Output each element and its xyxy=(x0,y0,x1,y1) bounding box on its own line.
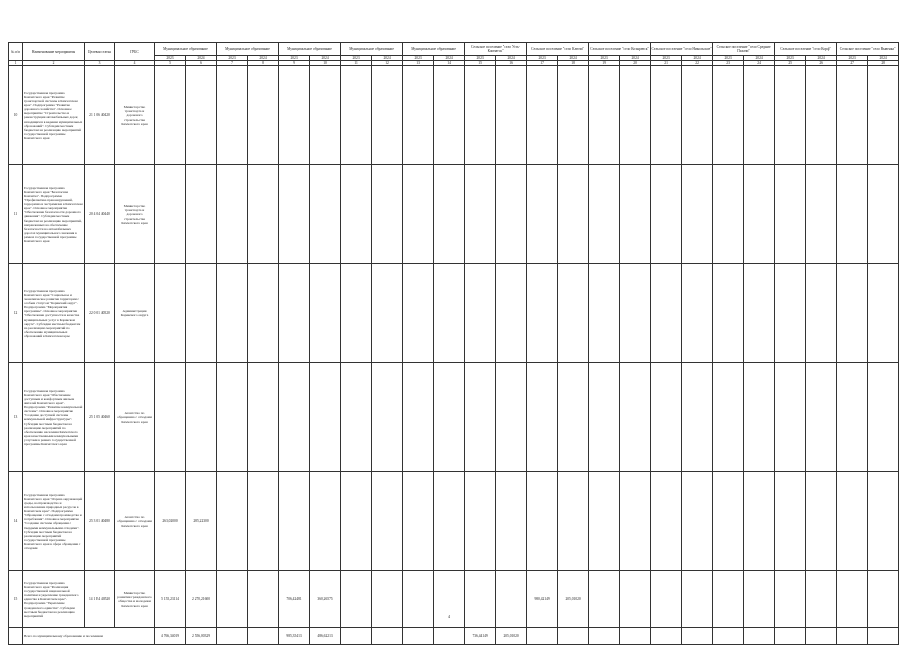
row-value xyxy=(868,472,899,571)
row-code: 21 1 06 40420 xyxy=(85,66,115,165)
year-cell: 2023 xyxy=(403,56,434,61)
total-value: 205,01020 xyxy=(496,628,527,645)
total-value xyxy=(744,628,775,645)
total-value xyxy=(775,628,806,645)
total-value xyxy=(589,628,620,645)
row-value: 263,02000 xyxy=(155,472,186,571)
year-cell: 2023 xyxy=(651,56,682,61)
row-value xyxy=(403,264,434,363)
year-cell: 2024 xyxy=(248,56,279,61)
row-value xyxy=(620,363,651,472)
table-row xyxy=(9,66,899,165)
row-value xyxy=(310,264,341,363)
col-number: 17 xyxy=(527,61,558,66)
row-value xyxy=(744,363,775,472)
budget-table xyxy=(8,42,899,645)
row-value xyxy=(279,66,310,165)
row-value xyxy=(527,472,558,571)
row-value xyxy=(341,472,372,571)
page-number: 4 xyxy=(448,614,450,619)
col-number: 11 xyxy=(341,61,372,66)
row-value xyxy=(465,264,496,363)
row-value xyxy=(372,571,403,628)
row-number: 14 xyxy=(9,472,23,571)
total-value: 486,62213 xyxy=(310,628,341,645)
year-cell: 2023 xyxy=(589,56,620,61)
row-value xyxy=(434,264,465,363)
row-value: 360,26575 xyxy=(310,571,341,628)
row-value xyxy=(310,472,341,571)
row-value xyxy=(868,363,899,472)
row-code: 14 1 Е4 40520 xyxy=(85,571,115,628)
col-number: 7 xyxy=(217,61,248,66)
header-grbs: ГРБС xyxy=(115,43,155,61)
row-number: 12 xyxy=(9,264,23,363)
header-sp-7: Сельское поселение "село Вывенка" xyxy=(837,43,899,56)
row-value xyxy=(403,66,434,165)
total-value xyxy=(527,628,558,645)
row-value xyxy=(341,363,372,472)
row-value xyxy=(217,264,248,363)
col-number: 26 xyxy=(806,61,837,66)
table-row xyxy=(9,264,899,363)
row-value xyxy=(186,165,217,264)
total-row xyxy=(9,628,899,645)
row-value xyxy=(775,472,806,571)
row-value xyxy=(248,264,279,363)
row-value xyxy=(558,264,589,363)
col-number: 16 xyxy=(496,61,527,66)
row-value xyxy=(775,264,806,363)
row-value xyxy=(589,264,620,363)
row-value xyxy=(868,165,899,264)
row-value xyxy=(620,66,651,165)
total-value xyxy=(651,628,682,645)
year-cell: 2023 xyxy=(217,56,248,61)
col-number: 27 xyxy=(837,61,868,66)
row-value xyxy=(279,264,310,363)
col-number: 22 xyxy=(682,61,713,66)
row-responsible: Министерство транспорта и дорожного строительства Камчатского края xyxy=(115,165,155,264)
row-code: 20 4 04 40440 xyxy=(85,165,115,264)
row-value xyxy=(496,165,527,264)
header-name: Наименование мероприятия xyxy=(23,43,85,61)
row-value xyxy=(434,165,465,264)
col-number: 21 xyxy=(651,61,682,66)
row-value xyxy=(434,363,465,472)
header-sp-5: Сельское поселение "село Средние Пахачи" xyxy=(713,43,775,56)
total-value: 2 556,00329 xyxy=(186,628,217,645)
header-code: Целевая статья xyxy=(85,43,115,61)
row-value: 205,01020 xyxy=(558,571,589,628)
row-value xyxy=(620,264,651,363)
row-value xyxy=(837,66,868,165)
row-value xyxy=(496,363,527,472)
col-number: 10 xyxy=(310,61,341,66)
col-number: 19 xyxy=(589,61,620,66)
table-row xyxy=(9,472,899,571)
row-value: 285,22300 xyxy=(186,472,217,571)
row-value xyxy=(589,363,620,472)
year-cell: 2024 xyxy=(868,56,899,61)
row-value xyxy=(372,264,403,363)
row-code: 22 0 01 40520 xyxy=(85,264,115,363)
total-value xyxy=(558,628,589,645)
row-value xyxy=(868,571,899,628)
total-value: 985,35413 xyxy=(279,628,310,645)
row-value xyxy=(837,165,868,264)
row-value xyxy=(744,264,775,363)
row-value xyxy=(465,571,496,628)
col-number: 5 xyxy=(155,61,186,66)
row-value xyxy=(651,571,682,628)
row-value xyxy=(279,165,310,264)
col-number: 28 xyxy=(868,61,899,66)
header-sp-3: Сельское поселение "село Козыревск" xyxy=(589,43,651,56)
year-cell: 2024 xyxy=(434,56,465,61)
row-number: 13 xyxy=(9,363,23,472)
row-value xyxy=(837,363,868,472)
row-value xyxy=(434,66,465,165)
year-cell: 2023 xyxy=(775,56,806,61)
header-num: № п/п xyxy=(9,43,23,61)
row-value xyxy=(682,363,713,472)
row-value xyxy=(651,472,682,571)
row-value xyxy=(744,571,775,628)
row-value xyxy=(217,165,248,264)
row-value xyxy=(496,264,527,363)
row-name: Государственная программа Камчатского края "Развитие транспортной системы в Камчатском крае". Подпрограмма "Развитие дорожного хозяйства". Основное мероприятие "Строительство и реконструкция автомобильных дорог, находящихся в ведении муниципальных образований". Субсидии местным бюджетам на реализацию мероприятий государственной программы Камчатского края xyxy=(23,66,85,165)
col-number: 9 xyxy=(279,61,310,66)
row-value xyxy=(806,472,837,571)
year-cell: 2024 xyxy=(558,56,589,61)
row-value xyxy=(682,165,713,264)
row-value xyxy=(775,363,806,472)
row-value xyxy=(341,66,372,165)
col-number: 23 xyxy=(713,61,744,66)
row-code: 25 3 01 40480 xyxy=(85,472,115,571)
total-value xyxy=(403,628,434,645)
row-value xyxy=(310,363,341,472)
year-cell: 2023 xyxy=(341,56,372,61)
row-value xyxy=(372,363,403,472)
total-value xyxy=(341,628,372,645)
row-value xyxy=(713,363,744,472)
row-value xyxy=(465,472,496,571)
row-value xyxy=(465,66,496,165)
header-sp-4: Сельское поселение "село Никольское" xyxy=(651,43,713,56)
row-value: 5 155,23114 xyxy=(155,571,186,628)
row-value xyxy=(651,66,682,165)
col-number: 2 xyxy=(23,61,85,66)
year-cell: 2024 xyxy=(806,56,837,61)
row-responsible: Министерство транспорта и дорожного строительства Камчатского края xyxy=(115,66,155,165)
col-number: 12 xyxy=(372,61,403,66)
row-value xyxy=(217,571,248,628)
row-value xyxy=(279,472,310,571)
row-value xyxy=(465,363,496,472)
row-value xyxy=(310,165,341,264)
row-responsible: Агентство по обращению с отходами Камчатского края xyxy=(115,363,155,472)
col-number: 13 xyxy=(403,61,434,66)
row-value xyxy=(806,571,837,628)
year-cell: 2023 xyxy=(465,56,496,61)
row-name: Государственная программа Камчатского края "Охрана окружающей среды, воспроизводство и использование природных ресурсов в Камчатском крае". Подпрограмма "Обращение с отходами производства и потребления". Основное мероприятие "Создание системы обращения с твердыми коммунальными отходами". Субсидии местным бюджетам на реализацию мероприятий государственной программы Камчатского края в сфере обращения с отходами xyxy=(23,472,85,571)
row-value xyxy=(868,264,899,363)
table-row xyxy=(9,571,899,628)
header-mo-4: Муниципальное образование xyxy=(341,43,403,56)
col-number: 18 xyxy=(558,61,589,66)
row-value xyxy=(496,472,527,571)
row-value xyxy=(651,165,682,264)
row-value xyxy=(186,264,217,363)
total-value xyxy=(248,628,279,645)
row-value xyxy=(558,363,589,472)
col-number: 6 xyxy=(186,61,217,66)
table-row xyxy=(9,363,899,472)
year-cell: 2024 xyxy=(496,56,527,61)
row-value xyxy=(589,66,620,165)
total-value xyxy=(682,628,713,645)
row-value xyxy=(682,571,713,628)
row-value xyxy=(217,363,248,472)
row-value xyxy=(310,66,341,165)
header-sp-2: Сельское поселение "село Ключи" xyxy=(527,43,589,56)
col-number: 3 xyxy=(85,61,115,66)
year-cell: 2023 xyxy=(279,56,310,61)
row-value xyxy=(558,66,589,165)
row-value xyxy=(341,264,372,363)
row-value xyxy=(620,472,651,571)
row-value xyxy=(155,66,186,165)
row-value xyxy=(248,66,279,165)
row-value xyxy=(651,363,682,472)
row-value xyxy=(372,165,403,264)
total-value xyxy=(837,628,868,645)
row-name: Государственная программа Камчатского края "Обеспечение доступным и комфортным жильем жителей Камчатского края". Подпрограмма "Развитие коммунальной системы". Основное мероприятие "Создание доступной системы коммунальной инфраструктуры". Субсидии местным бюджетам на реализацию мероприятий по обеспечению населения Камчатского края качественными коммунальными услугами в рамках государственной программы Камчатского края xyxy=(23,363,85,472)
header-row xyxy=(9,43,899,56)
row-value xyxy=(713,472,744,571)
row-value xyxy=(527,363,558,472)
row-value xyxy=(713,571,744,628)
header-sp-6: Сельское поселение "село Корф" xyxy=(775,43,837,56)
year-cell: 2023 xyxy=(527,56,558,61)
row-value xyxy=(775,66,806,165)
total-value: 4 766,34019 xyxy=(155,628,186,645)
row-value xyxy=(806,165,837,264)
row-value xyxy=(248,571,279,628)
row-value xyxy=(558,472,589,571)
budget-table-sheet xyxy=(8,42,896,645)
row-value xyxy=(806,363,837,472)
row-value xyxy=(775,571,806,628)
row-value xyxy=(496,571,527,628)
row-value xyxy=(186,66,217,165)
row-name: Государственная программа Камчатского края "Реализация государственной национальной политики и укрепление гражданского единства в Камчатском крае". Подпрограмма "Укрепление гражданского единства". Субсидии местным бюджетам на реализацию мероприятий xyxy=(23,571,85,628)
row-value xyxy=(589,165,620,264)
row-value xyxy=(744,165,775,264)
row-name: Государственная программа Камчатского края "Безопасная Камчатка". Подпрограмма "Профилактика правонарушений, терроризма и экстремизма в Камчатском крае". Основное мероприятие "Обеспечение безопасности дорожного движения". Субсидии местным бюджетам на реализацию мероприятий, направленных на обеспечение безопасности на автомобильных дорогах муниципального значения в рамках государственной программы Камчатского края xyxy=(23,165,85,264)
row-value xyxy=(744,472,775,571)
row-value xyxy=(465,165,496,264)
row-value xyxy=(651,264,682,363)
row-value: 980,42149 xyxy=(527,571,558,628)
row-value xyxy=(527,66,558,165)
year-cell: 2024 xyxy=(620,56,651,61)
table-row xyxy=(9,165,899,264)
row-number: 15 xyxy=(9,571,23,628)
header-mo-1: Муниципальное образование xyxy=(155,43,217,56)
total-num xyxy=(9,628,23,645)
row-responsible: Агентство по обращению с отходами Камчатского края xyxy=(115,472,155,571)
row-value xyxy=(558,165,589,264)
year-cell: 2024 xyxy=(186,56,217,61)
row-value xyxy=(806,66,837,165)
row-value: 2 270,21600 xyxy=(186,571,217,628)
row-value xyxy=(682,264,713,363)
year-cell: 2023 xyxy=(713,56,744,61)
year-cell: 2024 xyxy=(310,56,341,61)
row-value xyxy=(589,472,620,571)
row-responsible: Администрация Корякского округа xyxy=(115,264,155,363)
row-value xyxy=(775,165,806,264)
row-value xyxy=(341,571,372,628)
total-value: 736,44149 xyxy=(465,628,496,645)
row-name: Государственная программа Камчатского края "Социальное и экономическое развитие территории с особым статусом "Корякский округ". Подпрограмма "Мероприятия программы". Основное мероприятие "Обеспечение доступности и качества муниципальных услуг в Корякском округе". Субсидии местным бюджетам на реализацию мероприятий по обеспечению муниципальных образований в Камчатском крае xyxy=(23,264,85,363)
row-value xyxy=(155,165,186,264)
row-value xyxy=(527,165,558,264)
row-value xyxy=(682,66,713,165)
col-number: 8 xyxy=(248,61,279,66)
header-sp-1: Сельское поселение "село Усть-Камчатск" xyxy=(465,43,527,56)
total-value xyxy=(372,628,403,645)
col-number: 15 xyxy=(465,61,496,66)
row-value xyxy=(527,264,558,363)
row-value xyxy=(620,571,651,628)
row-value xyxy=(589,571,620,628)
col-number: 1 xyxy=(9,61,23,66)
header-mo-2: Муниципальное образование xyxy=(217,43,279,56)
row-value xyxy=(837,264,868,363)
row-code: 25 1 05 40460 xyxy=(85,363,115,472)
total-value xyxy=(217,628,248,645)
row-value xyxy=(186,363,217,472)
total-value xyxy=(620,628,651,645)
row-value xyxy=(682,472,713,571)
row-value xyxy=(434,571,465,628)
row-value xyxy=(155,264,186,363)
row-value xyxy=(837,472,868,571)
row-value xyxy=(341,165,372,264)
row-value xyxy=(403,571,434,628)
row-value xyxy=(217,66,248,165)
col-number: 4 xyxy=(115,61,155,66)
row-value xyxy=(372,472,403,571)
total-value xyxy=(806,628,837,645)
total-value xyxy=(434,628,465,645)
year-cell: 2024 xyxy=(682,56,713,61)
col-number: 20 xyxy=(620,61,651,66)
row-value xyxy=(837,571,868,628)
col-number: 14 xyxy=(434,61,465,66)
row-value xyxy=(434,472,465,571)
row-value xyxy=(279,363,310,472)
year-cell: 2024 xyxy=(372,56,403,61)
row-value xyxy=(806,264,837,363)
total-label: Всего по муниципальному образованию и поселениям xyxy=(23,628,155,645)
year-cell: 2023 xyxy=(155,56,186,61)
row-value xyxy=(713,264,744,363)
col-number: 24 xyxy=(744,61,775,66)
row-value xyxy=(248,472,279,571)
year-cell: 2024 xyxy=(744,56,775,61)
header-mo-3: Муниципальное образование xyxy=(279,43,341,56)
row-value xyxy=(403,472,434,571)
total-value xyxy=(713,628,744,645)
data-rows xyxy=(9,66,899,628)
row-value xyxy=(713,66,744,165)
row-value xyxy=(744,66,775,165)
row-number: 10 xyxy=(9,66,23,165)
row-value xyxy=(248,165,279,264)
row-value xyxy=(496,66,527,165)
row-value xyxy=(372,66,403,165)
row-value xyxy=(713,165,744,264)
col-number: 25 xyxy=(775,61,806,66)
row-number: 11 xyxy=(9,165,23,264)
year-cell: 2023 xyxy=(837,56,868,61)
row-value: 706,42481 xyxy=(279,571,310,628)
row-value xyxy=(620,165,651,264)
row-value xyxy=(403,363,434,472)
row-value xyxy=(155,363,186,472)
row-value xyxy=(217,472,248,571)
row-value xyxy=(248,363,279,472)
row-value xyxy=(403,165,434,264)
row-responsible: Министерство развития гражданского общества и молодежи Камчатского края xyxy=(115,571,155,628)
row-value xyxy=(868,66,899,165)
total-value xyxy=(868,628,899,645)
header-mo-5: Муниципальное образование xyxy=(403,43,465,56)
